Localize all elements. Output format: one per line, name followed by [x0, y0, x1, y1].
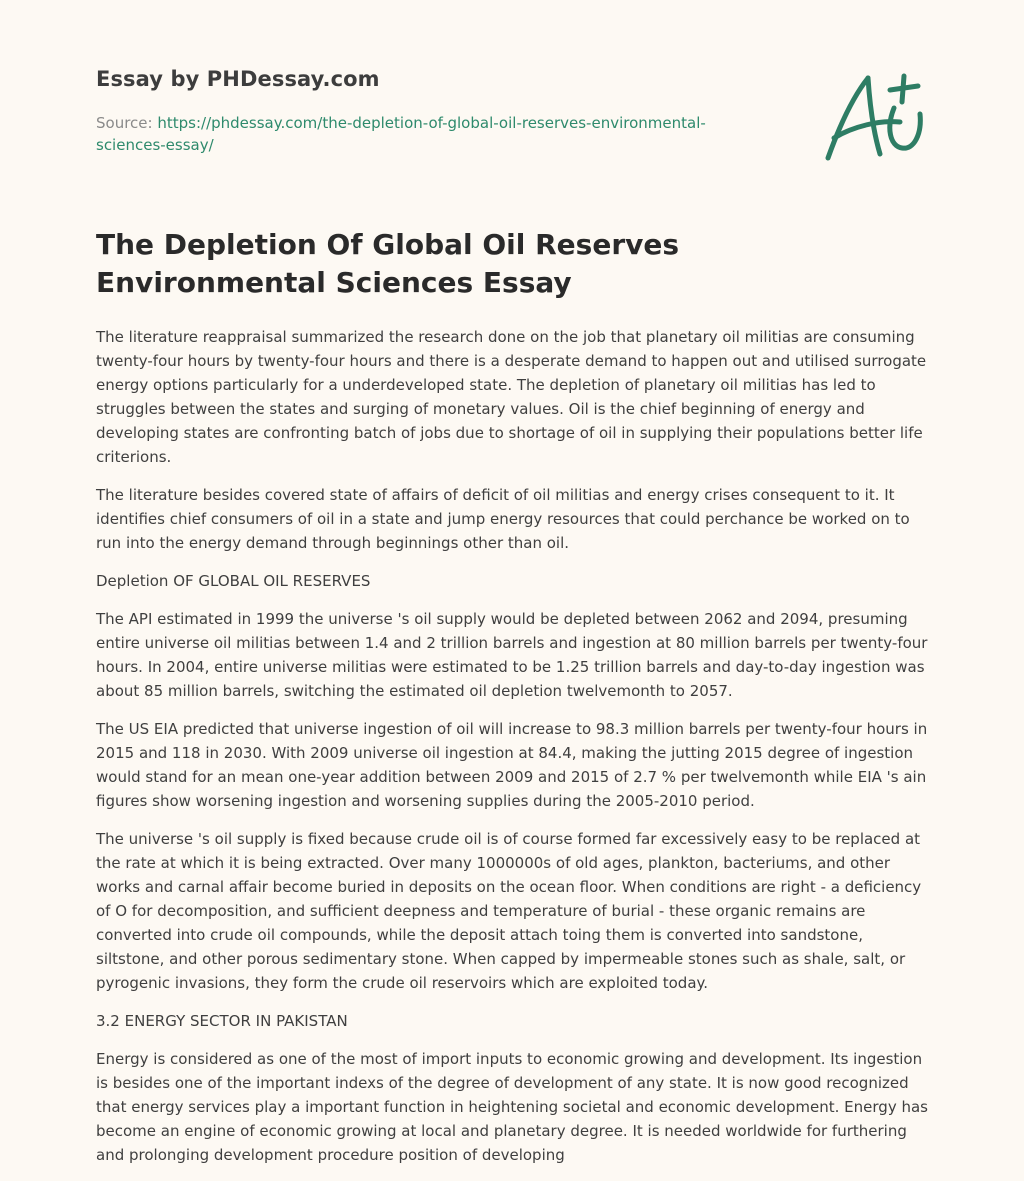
article-title: The Depletion Of Global Oil Reserves Environmental Sciences Essay	[96, 228, 680, 299]
site-brand: Essay by PHDessay.com	[96, 67, 380, 91]
paragraph: Energy is considered as one of the most of import inputs to economic growing and development. Its ingestion is besides one of the important indexs of the degree of development of any state. It is now good recognized that energy services play a important function in heightening societal and economic development. Energy has become an engine of economic growing at local and planetary degree. It is needed worldwide for furthering and prolonging development procedure position of developing	[96, 1050, 928, 1164]
section-heading: 3.2 ENERGY SECTOR IN PAKISTAN	[96, 1012, 348, 1030]
paragraph: The literature besides covered state of affairs of deficit of oil militias and energy crises consequent to it. It identifies chief consumers of oil in a state and jump energy resources that could perchance be worked on to run into the energy demand through beginnings other than oil.	[96, 486, 910, 552]
section-heading: Depletion OF GLOBAL OIL RESERVES	[96, 572, 371, 590]
a-plus-logo-icon	[824, 68, 928, 164]
source-link[interactable]: https://phdessay.com/the-depletion-of-global-oil-reserves-environmental-sciences-essay/	[96, 114, 706, 154]
source-label: Source:	[96, 114, 153, 132]
source-line	[96, 112, 736, 156]
paragraph: The API estimated in 1999 the universe 's oil supply would be depleted between 2062 and 2094, presuming entire universe oil militias between 1.4 and 2 trillion barrels and ingestion at 80 million barrels per twenty-four hours. In 2004, entire universe militias were estimated to be 1.25 trillion barrels and day-to-day ingestion was about 85 million barrels, switching the estimated oil depletion twelvemonth to 2057.	[96, 610, 928, 700]
paragraph: The literature reappraisal summarized the research done on the job that planetary oil militias are consuming twenty-four hours by twenty-four hours and there is a desperate demand to happen out and utilised surrogate energy options particularly for a underdeveloped state. The depletion of planetary oil militias has led to struggles between the states and surging of monetary values. Oil is the chief beginning of energy and developing states are confronting batch of jobs due to shortage of oil in supplying their populations better life criterions.	[96, 328, 927, 466]
article-body	[96, 325, 932, 1181]
paragraph: The universe 's oil supply is fixed because crude oil is of course formed far excessively easy to be replaced at the rate at which it is being extracted. Over many 1000000s of old ages, plankton, bacteriums, and other works and carnal affair become buried in deposits on the ocean floor. When conditions are right - a deficiency of O for decomposition, and sufficient deepness and temperature of burial - these organic remains are converted into crude oil compounds, while the deposit attach toing them is converted into sandstone, siltstone, and other porous sedimentary stone. When capped by impermeable stones such as shale, salt, or pyrogenic invasions, they form the crude oil reservoirs which are exploited today.	[96, 830, 922, 992]
paragraph: The US EIA predicted that universe ingestion of oil will increase to 98.3 million barrels per twenty-four hours in 2015 and 118 in 2030. With 2009 universe oil ingestion at 84.4, making the jutting 2015 degree of ingestion would stand for an mean one-year addition between 2009 and 2015 of 2.7 % per twelvemonth while EIA 's ain figures show worsening ingestion and worsening supplies during the 2005-2010 period.	[96, 720, 928, 810]
